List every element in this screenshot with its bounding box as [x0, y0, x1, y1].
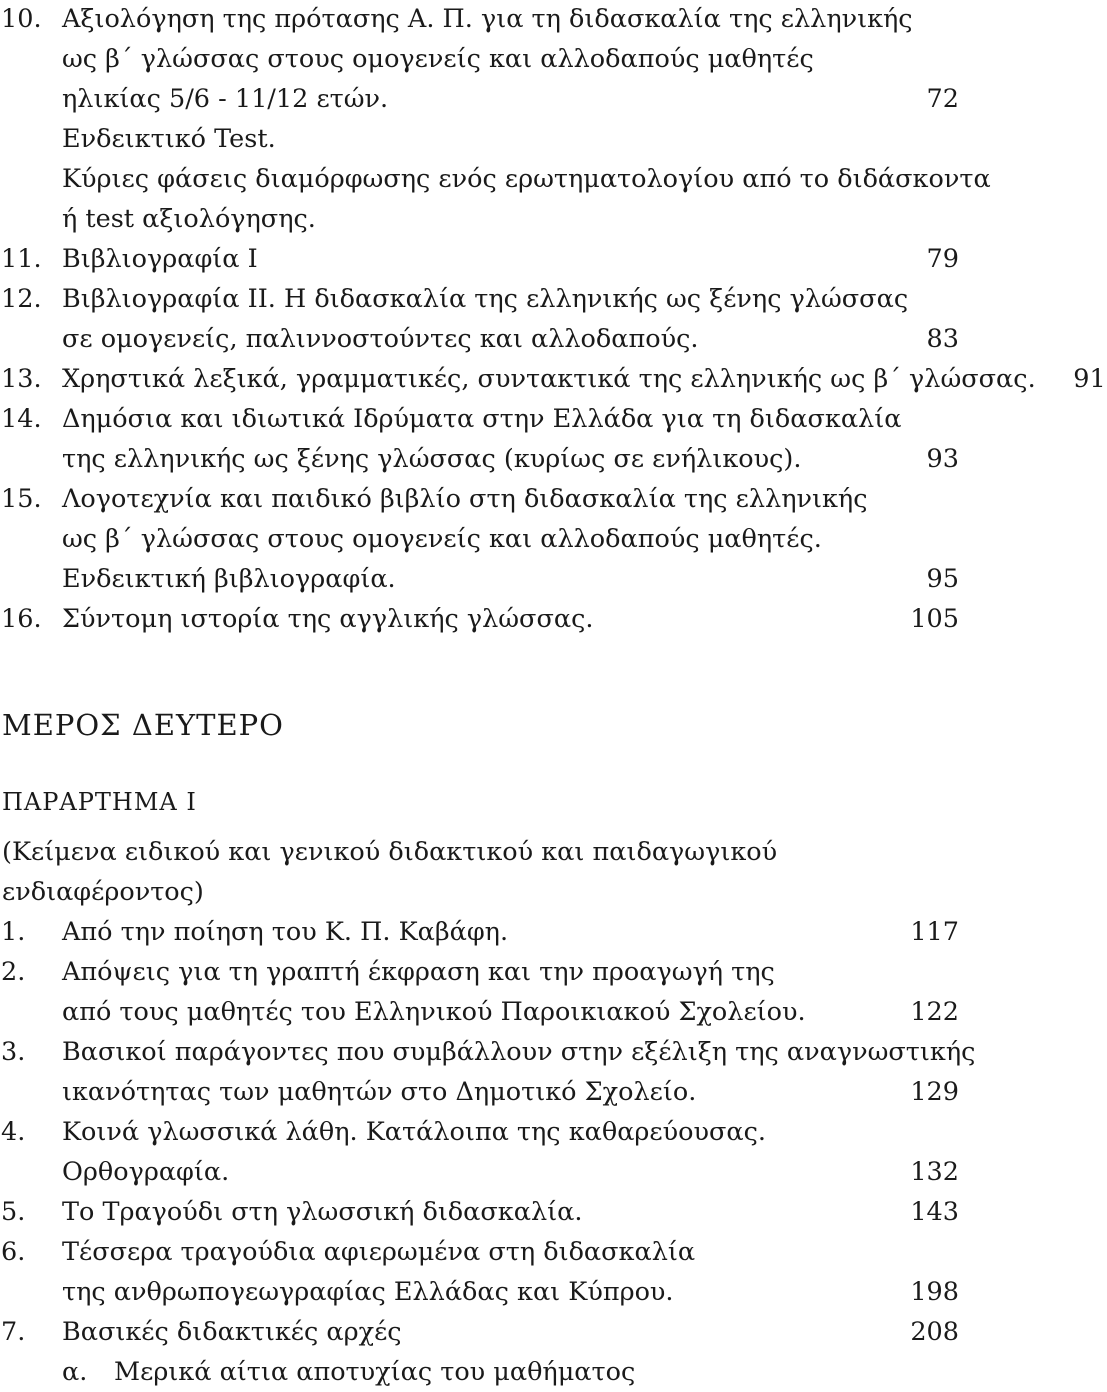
toc-entry [0, 1312, 960, 1352]
sub-entry-text: Μερικά αίτια αποτυχίας του μαθήματος [114, 1357, 636, 1387]
toc-entry [0, 912, 960, 952]
entry-page-number: 72 [926, 84, 959, 114]
toc-entry-continuation [0, 319, 960, 359]
entry-number: 1. [1, 917, 26, 947]
entry-page-number: 91 [1073, 364, 1106, 394]
toc-entry [0, 359, 1106, 399]
toc-sub-entry [0, 1352, 960, 1392]
part-title: ΜΕΡΟΣ ΔΕΥΤΕΡΟ [2, 708, 284, 742]
entry-number: 3. [1, 1037, 26, 1067]
toc-entry-continuation [0, 439, 960, 479]
toc-entry [0, 952, 960, 992]
toc-entry-continuation [0, 1152, 960, 1192]
entry-text: της ελληνικής ως ξένης γλώσσας (κυρίως σε ενήλικους). [62, 444, 802, 474]
entry-number: 15. [1, 484, 42, 514]
entry-page-number: 117 [910, 917, 959, 947]
appendix-subtitle: (Κείμενα ειδικού και γενικού διδακτικού και παιδαγωγικού ενδιαφέροντος) [2, 837, 778, 907]
toc-entry [0, 239, 960, 279]
entry-number: 6. [1, 1237, 26, 1267]
entry-page-number: 79 [926, 244, 959, 274]
entry-page-number: 95 [926, 564, 959, 594]
toc-entry-continuation [0, 159, 991, 199]
entry-text: Σύντομη ιστορία της αγγλικής γλώσσας. [62, 604, 594, 634]
entry-text: Ενδεικτική βιβλιογραφία. [62, 564, 396, 594]
toc-entry-continuation [0, 1072, 960, 1112]
entry-page-number: 83 [926, 324, 959, 354]
toc-entry [0, 599, 960, 639]
entry-number: 16. [1, 604, 42, 634]
entry-text: ηλικίας 5/6 - 11/12 ετών. [62, 84, 389, 114]
entry-text: ως β΄ γλώσσας στους ομογενείς και αλλοδαπούς μαθητές. [62, 524, 822, 554]
entry-text: Το Τραγούδι στη γλωσσική διδασκαλία. [62, 1197, 583, 1227]
toc-entry [0, 1232, 960, 1272]
entry-number: 11. [1, 244, 42, 274]
entry-number: 14. [1, 404, 42, 434]
entry-text: ικανότητας των μαθητών στο Δημοτικό Σχολείο. [62, 1077, 697, 1107]
toc-entry [0, 479, 960, 519]
entry-text: Κύριες φάσεις διαμόρφωσης ενός ερωτηματολογίου από το διδάσκοντα [62, 164, 991, 194]
entry-text: Βιβλιογραφία ΙΙ. Η διδασκαλία της ελληνικής ως ξένης γλώσσας [62, 284, 909, 314]
entry-text: Αξιολόγηση της πρότασης Α. Π. για τη διδασκαλία της ελληνικής [62, 4, 913, 34]
toc-entry-continuation [0, 519, 960, 559]
toc-entry-continuation [0, 119, 960, 159]
entry-number: 12. [1, 284, 42, 314]
entry-text: Απόψεις για τη γραπτή έκφραση και την προαγωγή της [62, 957, 775, 987]
sub-entry-letter: α. [62, 1357, 88, 1387]
entry-text: ή test αξιολόγησης. [62, 204, 316, 234]
toc-entry [0, 0, 960, 39]
entry-page-number: 105 [910, 604, 959, 634]
toc-entry-continuation [0, 1272, 960, 1312]
entry-page-number: 198 [910, 1277, 959, 1307]
entry-text: Τέσσερα τραγούδια αφιερωμένα στη διδασκαλία [62, 1237, 696, 1267]
entry-text: Ορθογραφία. [62, 1157, 230, 1187]
entry-number: 13. [1, 364, 42, 394]
toc-entry-continuation [0, 559, 960, 599]
entry-page-number: 132 [910, 1157, 959, 1187]
toc-entry [0, 1192, 960, 1232]
toc-section-1 [0, 0, 1106, 639]
toc-entry [0, 279, 960, 319]
entry-text: Βασικές διδακτικές αρχές [62, 1317, 402, 1347]
entry-page-number: 143 [910, 1197, 959, 1227]
toc-entry-continuation [0, 199, 960, 239]
toc-entry-continuation [0, 79, 960, 119]
entry-text: από τους μαθητές του Ελληνικού Παροικιακού Σχολείου. [62, 997, 806, 1027]
appendix-title: ΠΑΡΑΡΤΗΜΑ Ι [2, 788, 197, 816]
entry-number: 7. [1, 1317, 26, 1347]
entry-text: Βιβλιογραφία Ι [62, 244, 258, 274]
entry-page-number: 208 [910, 1317, 959, 1347]
entry-text: Λογοτεχνία και παιδικό βιβλίο στη διδασκαλία της ελληνικής [62, 484, 868, 514]
entry-text: της ανθρωπογεωγραφίας Ελλάδας και Κύπρου. [62, 1277, 674, 1307]
toc-entry-continuation [0, 39, 960, 79]
toc-entry-continuation [0, 992, 960, 1032]
entry-text: ως β΄ γλώσσας στους ομογενείς και αλλοδαπούς μαθητές [62, 44, 814, 74]
entry-number: 5. [1, 1197, 26, 1227]
toc-section-2 [0, 912, 976, 1392]
entry-number: 4. [1, 1117, 26, 1147]
entry-text: Δημόσια και ιδιωτικά Ιδρύματα στην Ελλάδα για τη διδασκαλία [62, 404, 902, 434]
entry-text: Κοινά γλωσσικά λάθη. Κατάλοιπα της καθαρεύουσας. [62, 1117, 766, 1147]
entry-page-number: 129 [910, 1077, 959, 1107]
entry-text: Ενδεικτικό Test. [62, 124, 276, 154]
entry-text: Βασικοί παράγοντες που συμβάλλουν στην εξέλιξη της αναγνωστικής [62, 1037, 976, 1067]
entry-text: σε ομογενείς, παλιννοστούντες και αλλοδαπούς. [62, 324, 699, 354]
entry-page-number: 122 [910, 997, 959, 1027]
toc-entry [0, 1112, 960, 1152]
toc-entry [0, 399, 960, 439]
entry-page-number: 93 [926, 444, 959, 474]
entry-number: 10. [1, 4, 42, 34]
toc-entry [0, 1032, 976, 1072]
entry-number: 2. [1, 957, 26, 987]
entry-text: Από την ποίηση του Κ. Π. Καβάφη. [62, 917, 509, 947]
entry-text: Χρηστικά λεξικά, γραμματικές, συντακτικά της ελληνικής ως β΄ γλώσσας. [62, 364, 1036, 394]
